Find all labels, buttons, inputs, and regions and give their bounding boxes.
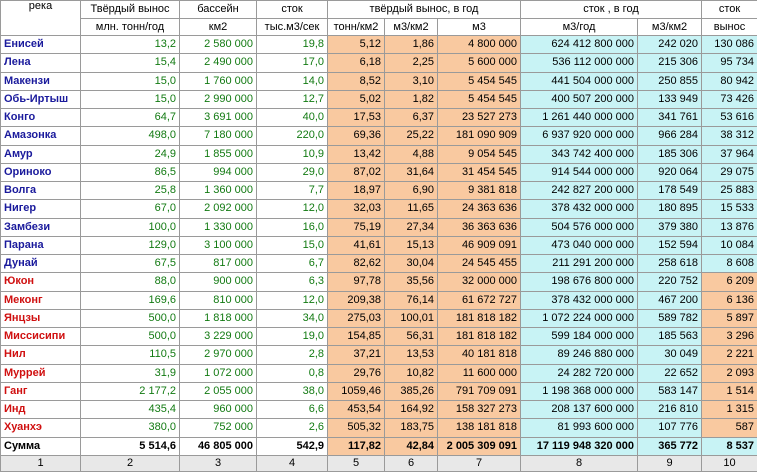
header-basin[interactable]: бассейн (180, 1, 257, 19)
data-cell[interactable]: 76,14 (385, 291, 438, 309)
data-cell[interactable]: 25 883 (702, 182, 757, 200)
table-row (1, 109, 757, 127)
river-name-cell[interactable]: Ганг (1, 382, 81, 400)
data-cell[interactable]: 3 100 000 (180, 236, 257, 254)
unit-km2[interactable]: км2 (180, 19, 257, 36)
sum-cell[interactable]: 365 772 (638, 437, 702, 455)
data-cell[interactable]: 2 177,2 (81, 382, 180, 400)
data-cell[interactable]: 216 810 (638, 401, 702, 419)
data-cell[interactable]: 15,0 (81, 90, 180, 108)
data-cell[interactable]: 536 112 000 000 (521, 54, 638, 72)
data-cell[interactable]: 19,8 (257, 36, 328, 54)
data-cell[interactable]: 960 000 (180, 401, 257, 419)
data-cell[interactable]: 2 055 000 (180, 382, 257, 400)
data-cell[interactable]: 23 527 273 (438, 109, 521, 127)
river-name-cell[interactable]: Амазонка (1, 127, 81, 145)
data-cell[interactable]: 817 000 (180, 255, 257, 273)
column-number-cell[interactable]: 10 (702, 455, 757, 471)
data-cell[interactable]: 73 426 (702, 90, 757, 108)
header-row-2 (1, 19, 757, 36)
data-cell[interactable]: 810 000 (180, 291, 257, 309)
data-cell[interactable]: 1 315 (702, 401, 757, 419)
table-row (1, 419, 757, 437)
data-cell[interactable]: 100,01 (385, 309, 438, 327)
unit-discharge[interactable]: вынос (702, 19, 757, 36)
data-cell[interactable]: 242 020 (638, 36, 702, 54)
data-cell[interactable]: 107 776 (638, 419, 702, 437)
data-cell[interactable]: 29 075 (702, 163, 757, 181)
data-cell[interactable]: 24,9 (81, 145, 180, 163)
data-cell[interactable]: 599 184 000 000 (521, 328, 638, 346)
data-cell[interactable]: 2,6 (257, 419, 328, 437)
data-cell[interactable]: 2 580 000 (180, 36, 257, 54)
data-cell[interactable]: 9 054 545 (438, 145, 521, 163)
data-cell[interactable]: 169,6 (81, 291, 180, 309)
data-cell[interactable]: 624 412 800 000 (521, 36, 638, 54)
table-row (1, 346, 757, 364)
data-cell[interactable]: 4 800 000 (438, 36, 521, 54)
data-cell[interactable]: 1 855 000 (180, 145, 257, 163)
header-row-1 (1, 1, 757, 19)
data-cell[interactable]: 1 818 000 (180, 309, 257, 327)
data-cell[interactable]: 215 306 (638, 54, 702, 72)
data-cell[interactable]: 67,0 (81, 200, 180, 218)
data-cell[interactable]: 24 363 636 (438, 200, 521, 218)
table-row (1, 273, 757, 291)
data-cell[interactable]: 2 093 (702, 364, 757, 382)
sum-cell[interactable]: 2 005 309 091 (438, 437, 521, 455)
data-cell[interactable]: 2 990 000 (180, 90, 257, 108)
data-cell[interactable]: 13 876 (702, 218, 757, 236)
data-cell[interactable]: 129,0 (81, 236, 180, 254)
data-cell[interactable]: 7 180 000 (180, 127, 257, 145)
data-cell[interactable]: 378 432 000 000 (521, 291, 638, 309)
data-cell[interactable]: 180 895 (638, 200, 702, 218)
data-cell[interactable]: 379 380 (638, 218, 702, 236)
data-cell[interactable]: 25,8 (81, 182, 180, 200)
table-row (1, 255, 757, 273)
data-cell[interactable]: 752 000 (180, 419, 257, 437)
data-cell[interactable]: 6,18 (328, 54, 385, 72)
data-cell[interactable]: 11 600 000 (438, 364, 521, 382)
data-cell[interactable]: 5,12 (328, 36, 385, 54)
data-cell[interactable]: 75,19 (328, 218, 385, 236)
data-cell[interactable]: 181 818 182 (438, 309, 521, 327)
data-cell[interactable]: 30,04 (385, 255, 438, 273)
data-cell[interactable]: 31,9 (81, 364, 180, 382)
data-cell[interactable]: 34,0 (257, 309, 328, 327)
data-cell[interactable]: 138 181 818 (438, 419, 521, 437)
sum-cell[interactable]: 117,82 (328, 437, 385, 455)
data-cell[interactable]: 15,0 (81, 72, 180, 90)
data-cell[interactable]: 250 855 (638, 72, 702, 90)
data-cell[interactable]: 82,62 (328, 255, 385, 273)
data-cell[interactable]: 22 652 (638, 364, 702, 382)
data-cell[interactable]: 242 827 200 000 (521, 182, 638, 200)
table-row (1, 218, 757, 236)
data-cell[interactable]: 2 221 (702, 346, 757, 364)
river-name-cell[interactable]: Янцзы (1, 309, 81, 327)
data-cell[interactable]: 498,0 (81, 127, 180, 145)
sum-label-cell[interactable]: Сумма (1, 437, 81, 455)
data-cell[interactable]: 37 964 (702, 145, 757, 163)
table-row (1, 236, 757, 254)
data-cell[interactable]: 6,37 (385, 109, 438, 127)
data-cell[interactable]: 69,36 (328, 127, 385, 145)
data-cell[interactable]: 11,65 (385, 200, 438, 218)
data-cell[interactable]: 2,25 (385, 54, 438, 72)
data-cell[interactable]: 95 734 (702, 54, 757, 72)
data-cell[interactable]: 8 608 (702, 255, 757, 273)
data-cell[interactable]: 19,0 (257, 328, 328, 346)
header-solid-discharge[interactable]: Твёрдый вынос (81, 1, 180, 19)
data-cell[interactable]: 2 092 000 (180, 200, 257, 218)
table-row (1, 127, 757, 145)
data-cell[interactable]: 1 072 224 000 000 (521, 309, 638, 327)
river-name-cell[interactable]: Обь-Иртыш (1, 90, 81, 108)
column-number-cell[interactable]: 5 (328, 455, 385, 471)
data-cell[interactable]: 185 563 (638, 328, 702, 346)
data-cell[interactable]: 88,0 (81, 273, 180, 291)
river-name-cell[interactable]: Волга (1, 182, 81, 200)
data-cell[interactable]: 81 993 600 000 (521, 419, 638, 437)
data-cell[interactable]: 15,4 (81, 54, 180, 72)
data-cell[interactable]: 208 137 600 000 (521, 401, 638, 419)
table-row (1, 382, 757, 400)
river-name-cell[interactable]: Дунай (1, 255, 81, 273)
data-cell[interactable]: 31,64 (385, 163, 438, 181)
header-flow-discharge[interactable]: сток (702, 1, 757, 19)
data-cell[interactable]: 5 454 545 (438, 72, 521, 90)
data-cell[interactable]: 1 514 (702, 382, 757, 400)
column-number-cell[interactable]: 3 (180, 455, 257, 471)
data-cell[interactable]: 900 000 (180, 273, 257, 291)
data-cell[interactable]: 15 533 (702, 200, 757, 218)
table-row (1, 163, 757, 181)
unit-m3-km2[interactable]: м3/км2 (385, 19, 438, 36)
unit-t-km2[interactable]: тонн/км2 (328, 19, 385, 36)
river-name-cell[interactable]: Макензи (1, 72, 81, 90)
unit-m3-km2-flow[interactable]: м3/км2 (638, 19, 702, 36)
data-cell[interactable]: 30 049 (638, 346, 702, 364)
data-cell[interactable]: 154,85 (328, 328, 385, 346)
data-cell[interactable]: 6,6 (257, 401, 328, 419)
data-cell[interactable]: 1 198 368 000 000 (521, 382, 638, 400)
data-cell[interactable]: 2,8 (257, 346, 328, 364)
data-cell[interactable]: 130 086 (702, 36, 757, 54)
data-cell[interactable]: 32 000 000 (438, 273, 521, 291)
table-row (1, 291, 757, 309)
data-cell[interactable]: 13,42 (328, 145, 385, 163)
data-cell[interactable]: 258 618 (638, 255, 702, 273)
data-cell[interactable]: 1 330 000 (180, 218, 257, 236)
data-cell[interactable]: 25,22 (385, 127, 438, 145)
data-cell[interactable]: 87,02 (328, 163, 385, 181)
river-name-cell[interactable]: Юкон (1, 273, 81, 291)
data-cell[interactable]: 198 676 800 000 (521, 273, 638, 291)
data-cell[interactable]: 505,32 (328, 419, 385, 437)
table-row (1, 364, 757, 382)
data-cell[interactable]: 920 064 (638, 163, 702, 181)
data-cell[interactable]: 133 949 (638, 90, 702, 108)
data-cell[interactable]: 2 490 000 (180, 54, 257, 72)
data-cell[interactable]: 1,86 (385, 36, 438, 54)
data-cell[interactable]: 38,0 (257, 382, 328, 400)
table-row (1, 200, 757, 218)
data-cell[interactable]: 385,26 (385, 382, 438, 400)
data-cell[interactable]: 40 181 818 (438, 346, 521, 364)
table-row (1, 309, 757, 327)
river-name-cell[interactable]: Ориноко (1, 163, 81, 181)
data-cell[interactable]: 13,53 (385, 346, 438, 364)
river-name-cell[interactable]: Енисей (1, 36, 81, 54)
river-name-cell[interactable]: Амур (1, 145, 81, 163)
column-number-cell[interactable]: 2 (81, 455, 180, 471)
river-name-cell[interactable]: Конго (1, 109, 81, 127)
data-cell[interactable]: 5 454 545 (438, 90, 521, 108)
data-cell[interactable]: 6 209 (702, 273, 757, 291)
sum-cell[interactable]: 542,9 (257, 437, 328, 455)
data-cell[interactable]: 152 594 (638, 236, 702, 254)
data-cell[interactable]: 12,0 (257, 291, 328, 309)
unit-m3[interactable]: м3 (438, 19, 521, 36)
river-name-cell[interactable]: Миссисипи (1, 328, 81, 346)
data-cell[interactable]: 18,97 (328, 182, 385, 200)
data-cell[interactable]: 41,61 (328, 236, 385, 254)
column-number-cell[interactable]: 7 (438, 455, 521, 471)
data-cell[interactable]: 67,5 (81, 255, 180, 273)
data-cell[interactable]: 1 261 440 000 000 (521, 109, 638, 127)
data-cell[interactable]: 6 136 (702, 291, 757, 309)
data-cell[interactable]: 2 970 000 (180, 346, 257, 364)
data-cell[interactable]: 220 752 (638, 273, 702, 291)
data-cell[interactable]: 9 381 818 (438, 182, 521, 200)
data-cell[interactable]: 400 507 200 000 (521, 90, 638, 108)
data-cell[interactable]: 500,0 (81, 309, 180, 327)
data-cell[interactable]: 378 432 000 000 (521, 200, 638, 218)
column-number-cell[interactable]: 8 (521, 455, 638, 471)
data-cell[interactable]: 5,02 (328, 90, 385, 108)
data-cell[interactable]: 40,0 (257, 109, 328, 127)
data-cell[interactable]: 29,76 (328, 364, 385, 382)
data-cell[interactable]: 100,0 (81, 218, 180, 236)
data-cell[interactable]: 3,10 (385, 72, 438, 90)
data-cell[interactable]: 89 246 880 000 (521, 346, 638, 364)
data-cell[interactable]: 209,38 (328, 291, 385, 309)
data-cell[interactable]: 35,56 (385, 273, 438, 291)
header-flow[interactable]: сток (257, 1, 328, 19)
column-number-cell[interactable]: 1 (1, 455, 81, 471)
data-cell[interactable]: 0,8 (257, 364, 328, 382)
data-cell[interactable]: 6,3 (257, 273, 328, 291)
data-cell[interactable]: 31 454 545 (438, 163, 521, 181)
data-cell[interactable]: 8,52 (328, 72, 385, 90)
data-cell[interactable]: 453,54 (328, 401, 385, 419)
table-row (1, 145, 757, 163)
data-cell[interactable]: 467 200 (638, 291, 702, 309)
data-cell[interactable]: 1 072 000 (180, 364, 257, 382)
column-number-cell[interactable]: 4 (257, 455, 328, 471)
data-cell[interactable]: 589 782 (638, 309, 702, 327)
data-cell[interactable]: 275,03 (328, 309, 385, 327)
table-row (1, 36, 757, 54)
sum-cell[interactable]: 5 514,6 (81, 437, 180, 455)
data-cell[interactable]: 97,78 (328, 273, 385, 291)
header-river[interactable]: река (1, 1, 81, 36)
data-cell[interactable]: 6,90 (385, 182, 438, 200)
data-cell[interactable]: 10,82 (385, 364, 438, 382)
column-number-cell[interactable]: 6 (385, 455, 438, 471)
sum-cell[interactable]: 17 119 948 320 000 (521, 437, 638, 455)
data-cell[interactable]: 587 (702, 419, 757, 437)
table-row (1, 328, 757, 346)
river-name-cell[interactable]: Парана (1, 236, 81, 254)
data-cell[interactable]: 791 709 091 (438, 382, 521, 400)
data-cell[interactable]: 183,75 (385, 419, 438, 437)
data-cell[interactable]: 164,92 (385, 401, 438, 419)
data-cell[interactable]: 36 363 636 (438, 218, 521, 236)
data-cell[interactable]: 37,21 (328, 346, 385, 364)
column-number-cell[interactable]: 9 (638, 455, 702, 471)
table-row (1, 72, 757, 90)
data-cell[interactable]: 583 147 (638, 382, 702, 400)
river-name-cell[interactable]: Лена (1, 54, 81, 72)
data-cell[interactable]: 994 000 (180, 163, 257, 181)
data-cell[interactable]: 53 616 (702, 109, 757, 127)
river-name-cell[interactable]: Инд (1, 401, 81, 419)
table-row (1, 401, 757, 419)
sum-row (1, 437, 757, 455)
data-cell[interactable]: 380,0 (81, 419, 180, 437)
river-name-cell[interactable]: Нил (1, 346, 81, 364)
data-cell[interactable]: 110,5 (81, 346, 180, 364)
data-cell[interactable]: 56,31 (385, 328, 438, 346)
data-cell[interactable]: 3 691 000 (180, 109, 257, 127)
data-cell[interactable]: 3 229 000 (180, 328, 257, 346)
data-cell[interactable]: 10,9 (257, 145, 328, 163)
data-cell[interactable]: 343 742 400 000 (521, 145, 638, 163)
river-name-cell[interactable]: Хуанхэ (1, 419, 81, 437)
data-cell[interactable]: 10 084 (702, 236, 757, 254)
data-cell[interactable]: 1,82 (385, 90, 438, 108)
data-cell[interactable]: 6 937 920 000 000 (521, 127, 638, 145)
data-cell[interactable]: 5 897 (702, 309, 757, 327)
data-cell[interactable]: 80 942 (702, 72, 757, 90)
data-cell[interactable]: 46 909 091 (438, 236, 521, 254)
sum-cell[interactable]: 42,84 (385, 437, 438, 455)
data-cell[interactable]: 24 545 455 (438, 255, 521, 273)
unit-mln-t[interactable]: млн. тонн/год (81, 19, 180, 36)
header-solid-per-year[interactable]: твёрдый вынос, в год (328, 1, 521, 19)
data-cell[interactable]: 15,13 (385, 236, 438, 254)
data-cell[interactable]: 12,0 (257, 200, 328, 218)
table-row (1, 90, 757, 108)
data-cell[interactable]: 17,53 (328, 109, 385, 127)
sum-cell[interactable]: 8 537 (702, 437, 757, 455)
data-cell[interactable]: 7,7 (257, 182, 328, 200)
sum-cell[interactable]: 46 805 000 (180, 437, 257, 455)
data-cell[interactable]: 435,4 (81, 401, 180, 419)
data-cell[interactable]: 16,0 (257, 218, 328, 236)
header-flow-per-year[interactable]: сток , в год (521, 1, 702, 19)
data-cell[interactable]: 38 312 (702, 127, 757, 145)
data-cell[interactable]: 181 090 909 (438, 127, 521, 145)
data-cell[interactable]: 1 360 000 (180, 182, 257, 200)
data-cell[interactable]: 15,0 (257, 236, 328, 254)
data-cell[interactable]: 504 576 000 000 (521, 218, 638, 236)
table-row (1, 54, 757, 72)
data-cell[interactable]: 341 761 (638, 109, 702, 127)
data-cell[interactable]: 29,0 (257, 163, 328, 181)
data-cell[interactable]: 1 760 000 (180, 72, 257, 90)
column-number-row (1, 455, 757, 471)
data-cell[interactable]: 185 306 (638, 145, 702, 163)
data-cell[interactable]: 4,88 (385, 145, 438, 163)
data-cell[interactable]: 966 284 (638, 127, 702, 145)
data-cell[interactable]: 211 291 200 000 (521, 255, 638, 273)
data-cell[interactable]: 473 040 000 000 (521, 236, 638, 254)
data-cell[interactable]: 32,03 (328, 200, 385, 218)
data-cell[interactable]: 181 818 182 (438, 328, 521, 346)
unit-th-m3s[interactable]: тыс.м3/сек (257, 19, 328, 36)
river-name-cell[interactable]: Меконг (1, 291, 81, 309)
data-cell[interactable]: 914 544 000 000 (521, 163, 638, 181)
data-cell[interactable]: 86,5 (81, 163, 180, 181)
river-name-cell[interactable]: Нигер (1, 200, 81, 218)
data-cell[interactable]: 441 504 000 000 (521, 72, 638, 90)
data-cell[interactable]: 14,0 (257, 72, 328, 90)
data-cell[interactable]: 5 600 000 (438, 54, 521, 72)
data-cell[interactable]: 24 282 720 000 (521, 364, 638, 382)
data-cell[interactable]: 158 327 273 (438, 401, 521, 419)
table-row (1, 182, 757, 200)
data-cell[interactable]: 13,2 (81, 36, 180, 54)
data-cell[interactable]: 17,0 (257, 54, 328, 72)
data-cell[interactable]: 6,7 (257, 255, 328, 273)
data-cell[interactable]: 220,0 (257, 127, 328, 145)
data-cell[interactable]: 61 672 727 (438, 291, 521, 309)
unit-m3-year[interactable]: м3/год (521, 19, 638, 36)
data-cell[interactable]: 178 549 (638, 182, 702, 200)
river-name-cell[interactable]: Муррей (1, 364, 81, 382)
data-cell[interactable]: 64,7 (81, 109, 180, 127)
river-name-cell[interactable]: Замбези (1, 218, 81, 236)
data-cell[interactable]: 3 296 (702, 328, 757, 346)
data-cell[interactable]: 27,34 (385, 218, 438, 236)
data-cell[interactable]: 12,7 (257, 90, 328, 108)
data-cell[interactable]: 500,0 (81, 328, 180, 346)
data-cell[interactable]: 1059,46 (328, 382, 385, 400)
